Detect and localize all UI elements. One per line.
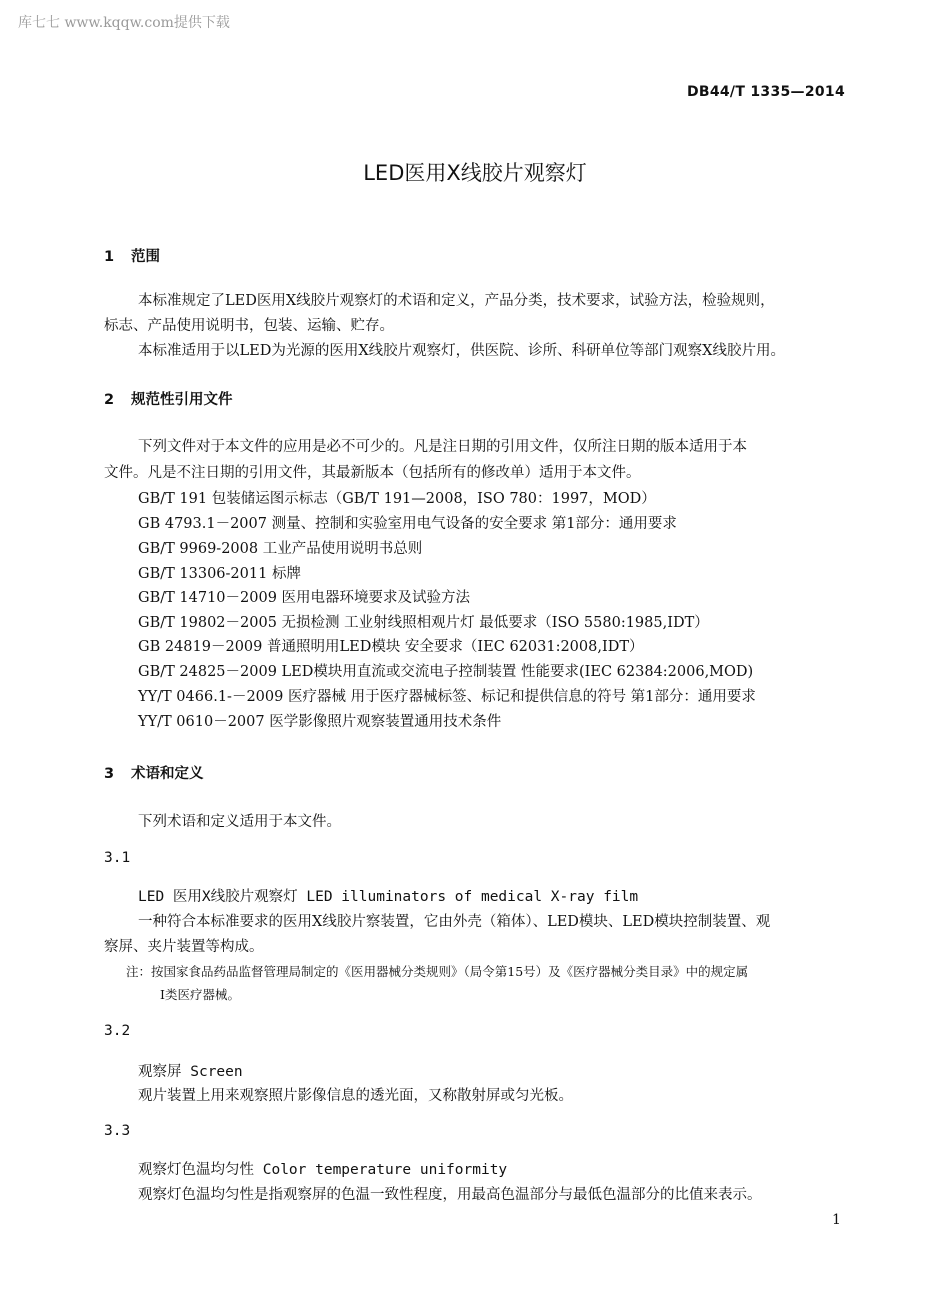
reference-item: YY/T 0466.1-－2009 医疗器械 用于医疗器械标签、标记和提供信息的符号 第1部分：通用要求 <box>138 689 756 705</box>
reference-item: GB/T 191 包装储运图示标志（GB/T 191—2008，ISO 780：1997，MOD） <box>138 491 656 507</box>
term-number: 3.1 <box>104 850 131 866</box>
section-number: 2 <box>104 392 115 408</box>
term-number: 3.3 <box>104 1123 131 1139</box>
paragraph-line: 下列文件对于本文件的应用是必不可少的。凡是注日期的引用文件，仅所注日期的版本适用于本 <box>138 439 747 455</box>
paragraph-line: 标志、产品使用说明书，包装、运输、贮存。 <box>104 318 394 334</box>
section-1-heading <box>104 245 160 266</box>
term-title: LED 医用X线胶片观察灯 LED illuminators of medical X-ray film <box>138 889 639 905</box>
section-title: 规范性引用文件 <box>131 392 233 408</box>
term-number: 3.2 <box>104 1023 131 1039</box>
document-id: DB44/T 1335—2014 <box>686 84 845 100</box>
paragraph-line: 本标准适用于以LED为光源的医用X线胶片观察灯，供医院、诊所、科研单位等部门观察X线胶片用。 <box>138 343 785 359</box>
document-title: LED医用X线胶片观察灯 <box>363 161 587 185</box>
section-title: 范围 <box>131 249 160 265</box>
reference-item: GB 24819－2009 普通照明用LED模块 安全要求（IEC 62031:2008,IDT） <box>138 639 644 655</box>
paragraph-line: 下列术语和定义适用于本文件。 <box>138 814 341 830</box>
reference-item: GB/T 19802－2005 无损检测 工业射线照相观片灯 最低要求（ISO 5580:1985,IDT） <box>138 615 709 631</box>
definition-line: 观察灯色温均匀性是指观察屏的色温一致性程度，用最高色温部分与最低色温部分的比值来表示。 <box>138 1187 762 1203</box>
note-line: 注：按国家食品药品监督管理局制定的《医用器械分类规则》（局令第15号）及《医疗器械分类目录》中的规定属 <box>126 964 749 979</box>
section-2-heading <box>104 388 233 409</box>
reference-item: GB/T 14710－2009 医用电器环境要求及试验方法 <box>138 590 471 606</box>
paragraph-line: 本标准规定了LED医用X线胶片观察灯的术语和定义，产品分类，技术要求，试验方法，检验规则， <box>138 293 775 309</box>
term-title: 观察屏 Screen <box>138 1064 243 1080</box>
paragraph-line: 文件。凡是不注日期的引用文件，其最新版本（包括所有的修改单）适用于本文件。 <box>104 465 641 481</box>
definition-line: 一种符合本标准要求的医用X线胶片察装置，它由外壳（箱体）、LED模块、LED模块控制装置、观 <box>138 914 771 930</box>
watermark-text: 库七七 www.kqqw.com提供下载 <box>18 15 230 31</box>
reference-item: GB/T 9969-2008 工业产品使用说明书总则 <box>138 541 423 557</box>
section-number: 1 <box>104 249 115 265</box>
section-number: 3 <box>104 766 115 782</box>
definition-line: 观片装置上用来观察照片影像信息的透光面，又称散射屏或匀光板。 <box>138 1088 573 1104</box>
reference-item: GB/T 24825－2009 LED模块用直流或交流电子控制装置 性能要求(IEC 62384:2006,MOD) <box>138 664 754 680</box>
section-3-heading <box>104 762 204 783</box>
section-title: 术语和定义 <box>131 766 204 782</box>
term-title: 观察灯色温均匀性 Color temperature uniformity <box>138 1162 508 1178</box>
page-number: 1 <box>832 1212 841 1228</box>
definition-line: 察屏、夹片装置等构成。 <box>104 939 264 955</box>
note-line: Ⅰ类医疗器械。 <box>160 987 240 1002</box>
reference-item: YY/T 0610－2007 医学影像照片观察装置通用技术条件 <box>138 714 502 730</box>
reference-item: GB/T 13306-2011 标牌 <box>138 566 301 582</box>
reference-item: GB 4793.1－2007 测量、控制和实验室用电气设备的安全要求 第1部分：通用要求 <box>138 516 677 532</box>
